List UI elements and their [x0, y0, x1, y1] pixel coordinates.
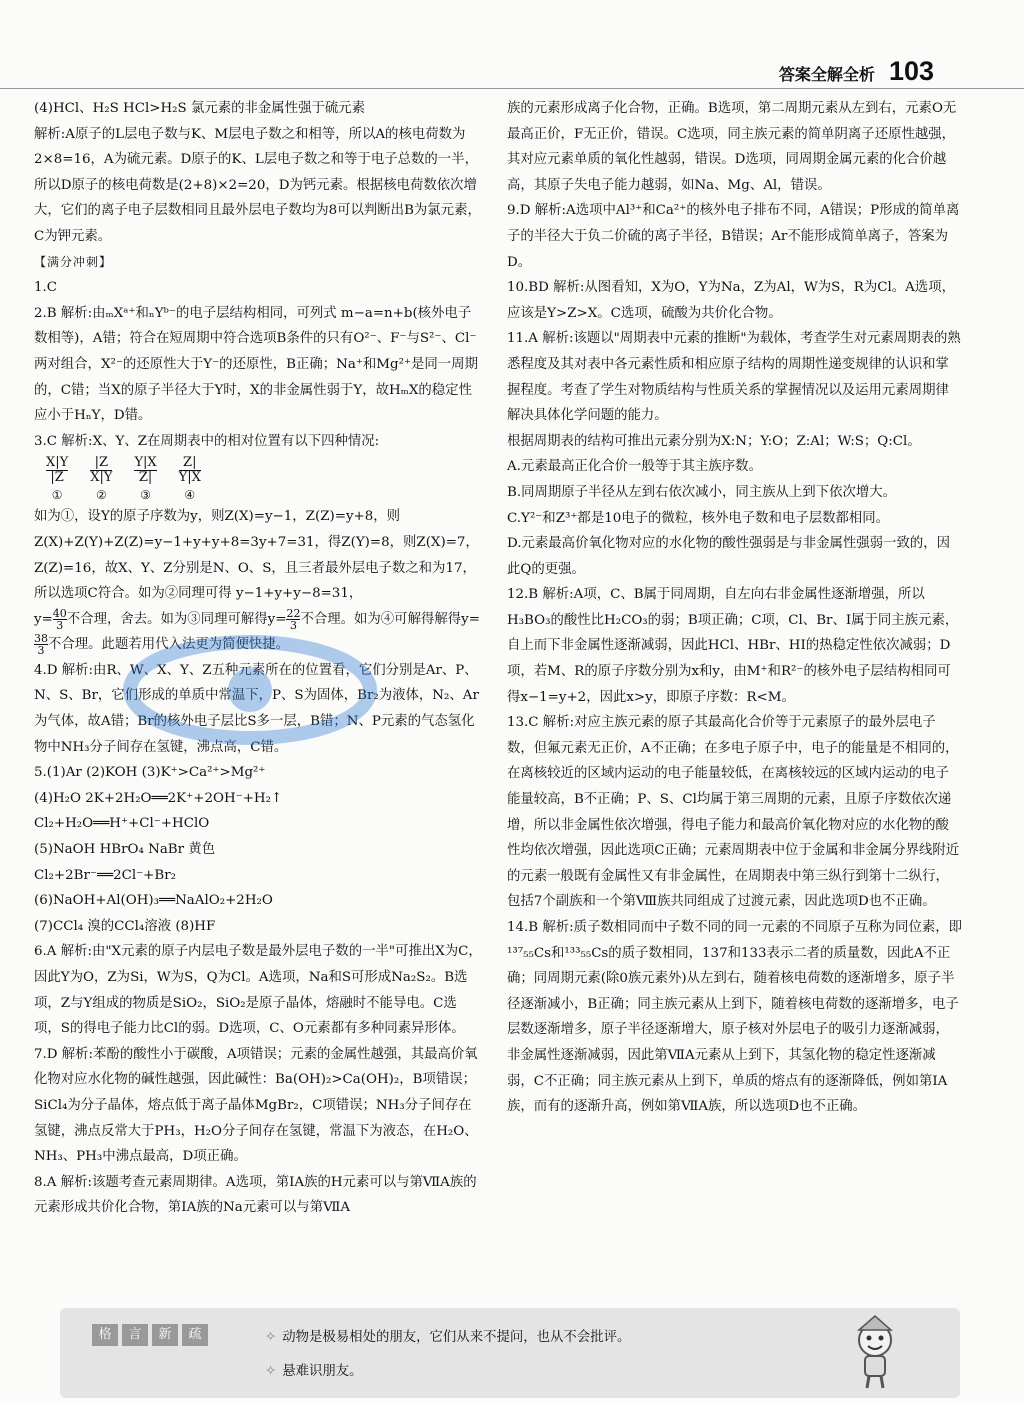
- fraction: $\frac{40}{3}$: [52, 606, 67, 632]
- answer-text: 5.(1)Ar (2)KOH (3)K⁺>Ca²⁺>Mg²⁺: [34, 765, 266, 781]
- equation: Cl₂+H₂O══H⁺+Cl⁻+HClO: [34, 816, 210, 832]
- grid-case: Z| Y|X ④: [178, 455, 201, 503]
- answer-text: B.同周期原子半径从左到右依次减小，同主族从上到下依次增大。: [507, 484, 897, 500]
- equation: Cl₂+2Br⁻══2Cl⁻+Br₂: [34, 867, 177, 883]
- grid-case: |Z X|Y ②: [90, 455, 113, 503]
- page-header: [779, 56, 934, 87]
- answer-text: 1.C: [34, 280, 58, 296]
- right-column: [507, 96, 962, 1120]
- answer-text: 8.A 解析:该题考查元素周期律。A选项，第ⅠA族的H元素可以与第ⅦA族的元素形成共价化合物，第ⅠA族的Na元素可以与第ⅦA: [34, 1174, 477, 1216]
- fraction: $\frac{22}{3}$: [286, 606, 301, 632]
- answer-text: (4)HCl、H₂S HCl>H₂S 氯元素的非金属性强于硫元素: [34, 101, 366, 116]
- equation: (6)NaOH+Al(OH)₃══NaAlO₂+2H₂O: [34, 893, 273, 909]
- footer-quote-line: ✧ 悬难识朋友。: [265, 1364, 363, 1379]
- left-column: [34, 96, 482, 1221]
- answer-text: 如为①，设Y的原子序数为y，则Z(X)=y−1，Z(Z)=y+8，则Z(X)+Z(Y)+Z(Z)=y−1+y+y+8=3y+7=31，得Z(Y)=8，则Z(X)=7，Z(Z)=16，故X、Y、Z分别是N、O、S，且三者最外层电子数之和为17，所以选项C符合。如为②同理可得 y−1+y+y−8=31，: [34, 509, 479, 602]
- answer-text: 9.D 解析:A选项中Al³⁺和Ca²⁺的核外电子排布不同，A错误；P形成的简单离子的半径大于负二价硫的离子半径，B错误；Ar不能形成简单离子，答案为D。: [507, 203, 960, 270]
- answer-text: 3.C 解析:X、Y、Z在周期表中的相对位置有以下四种情况:: [34, 433, 380, 449]
- answer-text: C.Y²⁻和Z³⁺都是10电子的微粒，核外电子数和电子层数都相同。: [507, 510, 890, 526]
- answer-text: 族的元素形成离子化合物，正确。B选项，第二周期元素从左到右，元素O无最高正价，F无正价，错误。C选项，同主族元素的简单阴离子还原性越强，其对应元素单质的氧化性越弱，错误。D选项，同周期金属元素的化合价越高，其原子失电子能力越弱，如Na、Mg、Al，错误。: [507, 101, 957, 193]
- header-rule: [0, 88, 1024, 89]
- grid-case: Y|X Z| ③: [134, 455, 157, 503]
- diamond-icon: ✧: [265, 1330, 277, 1345]
- fraction: $\frac{38}{3}$: [34, 632, 48, 658]
- answer-text: 12.B 解析:A项，C、B属于同周期，自左向右非金属性逐渐增强，所以H₃BO₃的酸性比H₂CO₃的弱；B项正确；C项，Cl、Br、I属于同主族元素，自上而下非金属性逐渐减弱，因此HCl、HBr、HI的热稳定性依次减弱；D项，若M、R的原子序数分别为x和y，由M⁺和R²⁻的核外电子层结构相同可得x−1=y+2，因此x>y，即原子序数：R<M。: [507, 587, 959, 705]
- answer-text: 14.B 解析:质子数相同而中子数不同的同一元素的不同原子互称为同位素，即¹³⁷₅₅Cs和¹³³₅₅Cs的质子数相同，137和133表示二者的质量数，因此A不正确；同周期元素(除0族元素外)从左到右，随着核电荷数的逐渐增多，原子半径逐渐减小，B正确；同主族元素从上到下，随着核电荷数的逐渐增多，电子层数逐渐增多，原子半径逐渐增大，原子核对外层电子的吸引力逐渐减弱，非金属性逐渐减弱，因此第ⅦA元素从上到下，其氢化物的稳定性逐渐减弱，C不正确；同主族元素从上到下，单质的熔点有的逐渐降低，例如第ⅠA族，而有的逐渐升高，例如第ⅦA族，所以选项D也不正确。: [507, 920, 963, 1115]
- answer-text: D.元素最高价氧化物对应的水化物的酸性强弱是与非金属性强弱一致的，因此Q的更强。: [507, 536, 951, 577]
- answer-text: y= $\frac{40}{3}$ 不合理，舍去。如为③同理可解得y= $\frac{22}{3}$ 不合理。如为④可解得解得y= $\frac{38}{3}$ 不合理。此题若用代入法更为简便快捷。: [34, 606, 480, 658]
- section-heading: 【满分冲刺】: [34, 254, 113, 269]
- answer-text: 13.C 解析:对应主族元素的原子其最高化合价等于元素原子的最外层电子数，但氟元素无正价，A不正确；在多电子原子中，电子的能量是不相同的，在离核较近的区域内运动的电子能量较低，在离核较远的区域内运动的电子能量较高，B不正确；P、S、Cl均属于第三周期的元素，且原子序数依次递增，所以非金属性依次增强，得电子能力和最高价氧化物对应的水化物的酸性均依次增强，因此选项C正确；元素周期表中位于金属和非金属分界线附近的元素一般既有金属性又有非金属性，在周期表中第三纵行到第十二纵行，包括7个副族和一个第Ⅷ族共同组成了过渡元素，因此选项D也不正确。: [507, 715, 960, 910]
- answer-text: 11.A 解析:该题以"周期表中元素的推断"为载体，考查学生对元素周期表的熟悉程度及其对表中各元素性质和相应原子结构的周期性递变规律的认识和掌握程度。考查了学生对物质结构与性质关系的掌握情况以及运用元素周期律解决具体化学问题的能力。: [507, 331, 961, 424]
- mascot-icon: [845, 1312, 905, 1390]
- answer-text: (5)NaOH HBrO₄ NaBr 黄色: [34, 842, 216, 858]
- answer-text: 7.D 解析:苯酚的酸性小于碳酸，A项错误；元素的金属性越强，其最高价氧化物对应水化物的碱性越强，因此碱性：Ba(OH)₂>Ca(OH)₂，B项错误；SiCl₄为分子晶体，熔点低于离子晶体MgBr₂，C项错误；NH₃分子间存在氢键，沸点反常大于PH₃，H₂O分子间存在氢键，常温下为液态，在H₂O、NH₃、PH₃中沸点最高，D项正确。: [34, 1046, 478, 1165]
- answer-text: 4.D 解析:由R、W、X、Y、Z五种元素所在的位置看，它们分别是Ar、P、N、S、Br，它们形成的单质中常温下，P、S为固体，Br₂为液体，N₂、Ar为气体，故A错；Br的核外电子层比S多一层，B错；N、P元素的气态氢化物中NH₃分子间存在氢键，沸点高，C错。: [34, 662, 479, 755]
- answer-text: 6.A 解析:由"X元素的原子内层电子数是最外层电子数的一半"可推出X为C，因此Y为O，Z为Si，W为S，Q为Cl。A选项，Na和S可形成Na₂S₂。B选项，Z与Y组成的物质是SiO₂，SiO₂是原子晶体，熔融时不能导电。C选项，S的得电子能力比Cl的弱。D选项，C、O元素都有多种同素异形体。: [34, 944, 482, 1037]
- footer-tag: 格 言 新 疏: [92, 1324, 208, 1346]
- header-title: 答案全解全析: [778, 65, 875, 84]
- grid-case: X|Y |Z ①: [46, 455, 69, 503]
- answer-text: 根据周期表的结构可推出元素分别为X:N；Y:O；Z:Al；W:S；Q:Cl。: [507, 433, 921, 449]
- footer-quote-box: [60, 1308, 960, 1398]
- position-grid: [46, 456, 482, 502]
- answer-text: A.元素最高正化合价一般等于其主族序数。: [507, 459, 762, 475]
- answer-text: 2.B 解析:由ₘXᵃ⁺和ₙYᵇ⁻的电子层结构相同，可列式 m−a=n+b(核外电子数相等)，A错；符合在短周期中符合选项B条件的只有O²⁻、F⁻与S²⁻、Cl⁻两对组合，X²⁻的还原性大于Y⁻的还原性，B正确；Na⁺和Mg²⁺是同一周期的，C错；当X的原子半径大于Y时，X的非金属性弱于Y，故HₘX的稳定性应小于HₙY，D错。: [34, 305, 478, 424]
- page-number: 103: [888, 56, 934, 86]
- answer-text: (7)CCl₄ 溴的CCl₄溶液 (8)HF: [34, 918, 216, 934]
- answer-text: 解析:A原子的L层电子数与K、M层电子数之和相等，所以A的核电荷数为2×8=16，A为硫元素。D原子的K、L层电子数之和等于电子总数的一半，所以D原子的核电荷数是(2+8)×2=20，D为钙元素。根据核电荷数依次增大，它们的离子电子层数相同且最外层电子数均为8可以判断出B为氯元素，C为钾元素。: [34, 126, 481, 244]
- equation: (4)H₂O 2K+2H₂O══2K⁺+2OH⁻+H₂↑: [34, 790, 283, 806]
- diamond-icon: ✧: [265, 1364, 277, 1379]
- answer-text: 10.BD 解析:从图看知，X为O，Y为Na，Z为Al，W为S，R为Cl。A选项，应该是Y>Z>X。C选项，硫酸为共价化合物。: [507, 280, 955, 321]
- footer-quote-line: ✧ 动物是极易相处的朋友，它们从来不提问，也从不会批评。: [265, 1330, 631, 1345]
